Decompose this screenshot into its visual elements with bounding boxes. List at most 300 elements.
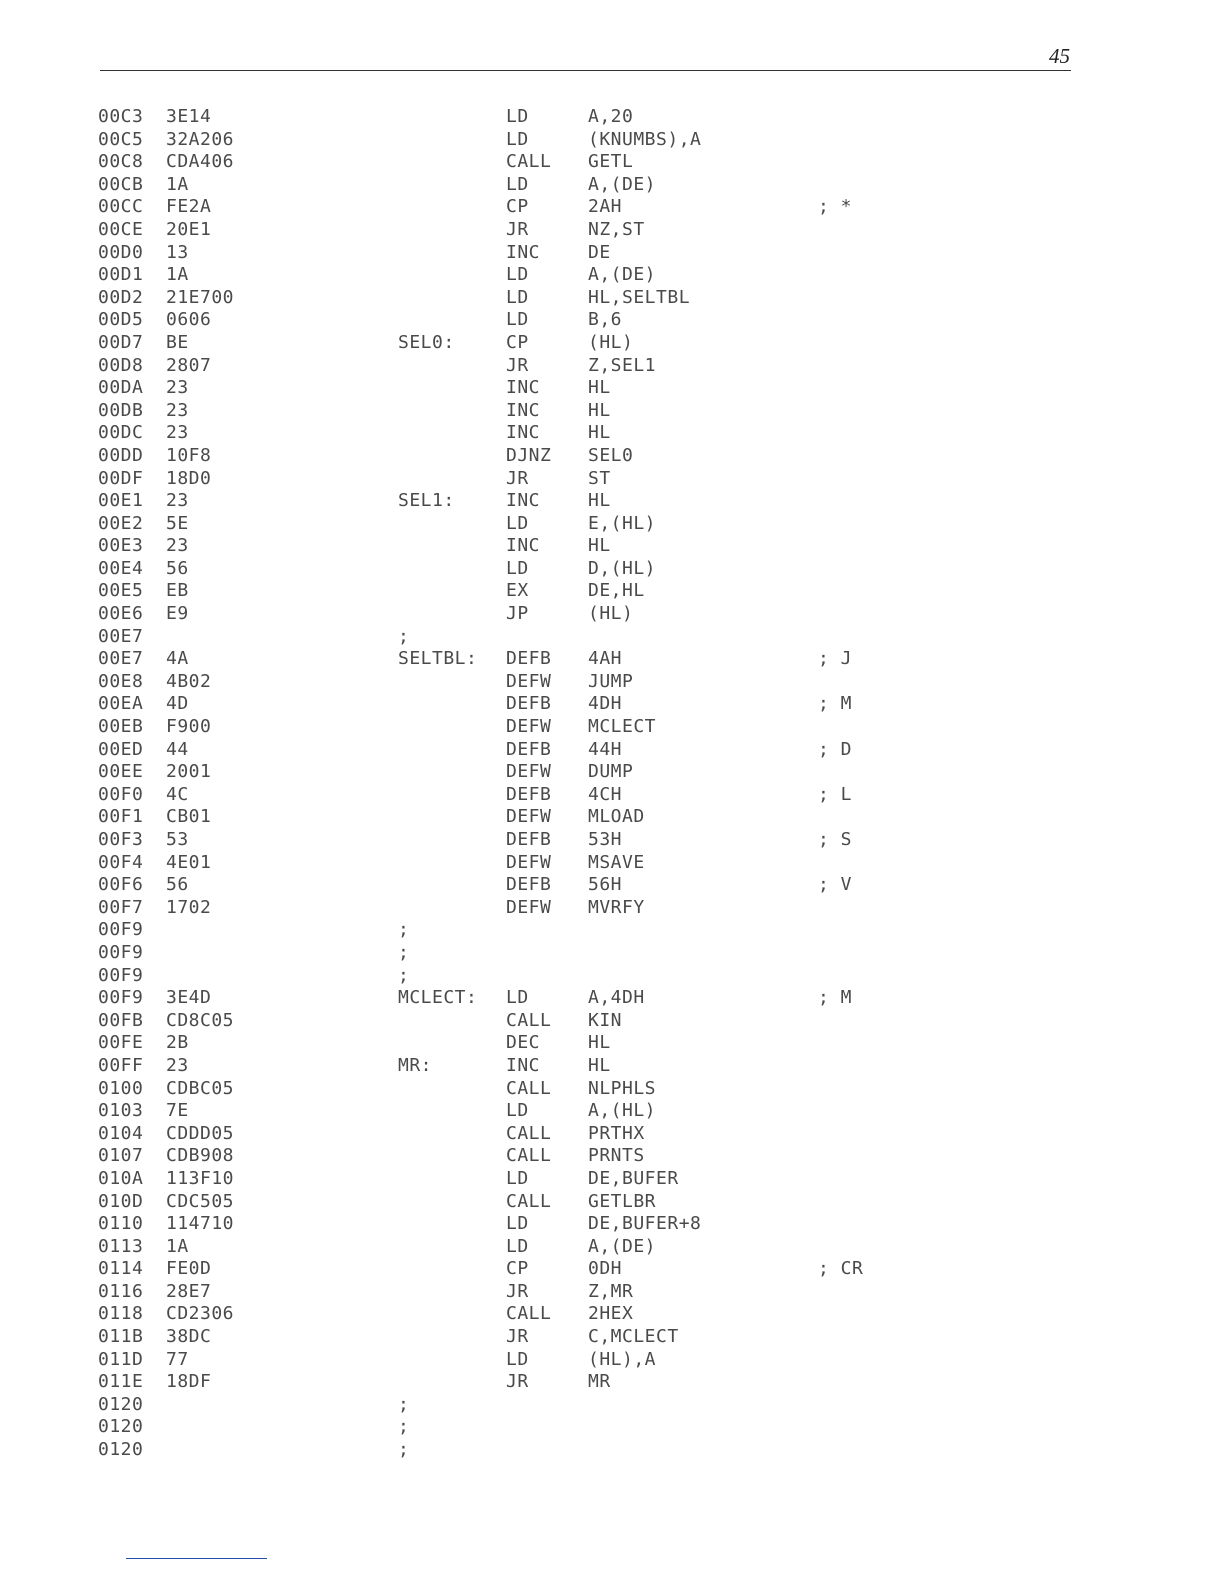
- line-operand: HL: [588, 535, 611, 557]
- line-address: 00F9: [98, 987, 144, 1009]
- line-comment: ; *: [818, 196, 853, 218]
- line-operand: DE,BUFER+8: [588, 1213, 702, 1235]
- line-machine-code: FE0D: [166, 1258, 212, 1280]
- line-opcode: LD: [506, 128, 529, 150]
- line-operand: A,(HL): [588, 1100, 657, 1122]
- line-operand: HL,SELTBL: [588, 286, 691, 308]
- line-machine-code: 113F10: [166, 1167, 235, 1189]
- line-machine-code: 1A: [166, 1235, 189, 1257]
- line-opcode: LD: [506, 286, 529, 308]
- line-opcode: DJNZ: [506, 444, 552, 466]
- line-address: 00F6: [98, 874, 144, 896]
- line-operand: HL: [588, 377, 611, 399]
- line-operand: MSAVE: [588, 851, 645, 873]
- line-machine-code: 23: [166, 490, 189, 512]
- line-address: 011D: [98, 1348, 144, 1370]
- line-address: 00E1: [98, 490, 144, 512]
- code-line: [98, 1394, 1058, 1417]
- line-operand: NZ,ST: [588, 218, 645, 240]
- line-address: 00CC: [98, 196, 144, 218]
- line-machine-code: 3E14: [166, 106, 212, 127]
- code-line: [98, 671, 1058, 694]
- code-line: [98, 422, 1058, 445]
- line-machine-code: 0606: [166, 309, 212, 331]
- line-machine-code: 7E: [166, 1100, 189, 1122]
- line-machine-code: 4D: [166, 693, 189, 715]
- line-operand: 0DH: [588, 1258, 623, 1280]
- line-operand: C,MCLECT: [588, 1326, 679, 1348]
- line-label: ;: [398, 1393, 410, 1415]
- line-operand: 2AH: [588, 196, 623, 218]
- line-machine-code: 4E01: [166, 851, 212, 873]
- code-line: [98, 490, 1058, 513]
- line-machine-code: 4B02: [166, 670, 212, 692]
- line-machine-code: 2B: [166, 1032, 189, 1054]
- code-line: [98, 1371, 1058, 1394]
- line-opcode: LD: [506, 1348, 529, 1370]
- code-line: [98, 919, 1058, 942]
- line-opcode: JP: [506, 603, 529, 625]
- line-machine-code: E9: [166, 603, 189, 625]
- line-address: 0114: [98, 1258, 144, 1280]
- line-operand: DE,HL: [588, 580, 645, 602]
- code-line: [98, 242, 1058, 265]
- code-line: [98, 965, 1058, 988]
- line-opcode: CALL: [506, 1122, 552, 1144]
- line-address: 00F7: [98, 896, 144, 918]
- line-address: 00D1: [98, 264, 144, 286]
- code-line: [98, 761, 1058, 784]
- line-address: 011B: [98, 1326, 144, 1348]
- line-opcode: JR: [506, 1371, 529, 1393]
- line-machine-code: 56: [166, 557, 189, 579]
- code-line: [98, 558, 1058, 581]
- line-address: 00E5: [98, 580, 144, 602]
- line-address: 010D: [98, 1190, 144, 1212]
- line-operand: 4DH: [588, 693, 623, 715]
- code-line: [98, 174, 1058, 197]
- line-address: 00F0: [98, 783, 144, 805]
- line-address: 00E8: [98, 670, 144, 692]
- page-number: 45: [1049, 44, 1070, 68]
- line-operand: MVRFY: [588, 896, 645, 918]
- line-machine-code: 114710: [166, 1213, 235, 1235]
- line-machine-code: 3E4D: [166, 987, 212, 1009]
- line-opcode: CP: [506, 1258, 529, 1280]
- code-line: [98, 626, 1058, 649]
- line-comment: ; M: [818, 693, 853, 715]
- code-line: [98, 332, 1058, 355]
- line-address: 00E7: [98, 625, 144, 647]
- line-machine-code: CD8C05: [166, 1009, 235, 1031]
- line-operand: HL: [588, 1032, 611, 1054]
- code-line: [98, 874, 1058, 897]
- code-line: [98, 1168, 1058, 1191]
- code-line: [98, 309, 1058, 332]
- code-line: [98, 897, 1058, 920]
- line-opcode: LD: [506, 309, 529, 331]
- line-machine-code: CDB908: [166, 1145, 235, 1167]
- line-label: ;: [398, 625, 410, 647]
- line-opcode: LD: [506, 1100, 529, 1122]
- line-address: 00E4: [98, 557, 144, 579]
- line-operand: DE: [588, 241, 611, 263]
- line-machine-code: 18DF: [166, 1371, 212, 1393]
- footer-rule: [126, 1558, 267, 1559]
- line-opcode: DEFW: [506, 806, 552, 828]
- line-address: 00F4: [98, 851, 144, 873]
- line-address: 0113: [98, 1235, 144, 1257]
- line-opcode: LD: [506, 173, 529, 195]
- code-line: [98, 151, 1058, 174]
- code-line: [98, 739, 1058, 762]
- line-address: 00D5: [98, 309, 144, 331]
- line-opcode: LD: [506, 512, 529, 534]
- line-opcode: DEFB: [506, 648, 552, 670]
- line-address: 00F9: [98, 941, 144, 963]
- line-opcode: DEFB: [506, 874, 552, 896]
- code-line: [98, 1439, 1058, 1462]
- line-machine-code: CDC505: [166, 1190, 235, 1212]
- line-opcode: DEFB: [506, 783, 552, 805]
- line-operand: ST: [588, 467, 611, 489]
- line-opcode: LD: [506, 987, 529, 1009]
- code-line: [98, 1145, 1058, 1168]
- code-line: [98, 106, 1058, 129]
- line-operand: PRTHX: [588, 1122, 645, 1144]
- line-machine-code: FE2A: [166, 196, 212, 218]
- line-opcode: LD: [506, 1235, 529, 1257]
- code-line: [98, 1010, 1058, 1033]
- code-line: [98, 784, 1058, 807]
- line-address: 0107: [98, 1145, 144, 1167]
- line-machine-code: 1A: [166, 264, 189, 286]
- line-operand: HL: [588, 490, 611, 512]
- code-line: [98, 1258, 1058, 1281]
- code-line: [98, 196, 1058, 219]
- line-opcode: DEFB: [506, 693, 552, 715]
- line-operand: GETLBR: [588, 1190, 657, 1212]
- line-opcode: CALL: [506, 1190, 552, 1212]
- line-opcode: INC: [506, 377, 541, 399]
- line-opcode: DEFW: [506, 896, 552, 918]
- code-line: [98, 1078, 1058, 1101]
- line-address: 0110: [98, 1213, 144, 1235]
- line-comment: ; M: [818, 987, 853, 1009]
- line-address: 0104: [98, 1122, 144, 1144]
- line-machine-code: 56: [166, 874, 189, 896]
- line-address: 00D2: [98, 286, 144, 308]
- line-operand: 53H: [588, 829, 623, 850]
- line-address: 0120: [98, 1416, 144, 1438]
- line-operand: 2HEX: [588, 1303, 634, 1325]
- code-line: [98, 445, 1058, 468]
- line-label: ;: [398, 1416, 410, 1438]
- line-operand: HL: [588, 422, 611, 444]
- code-line: [98, 1236, 1058, 1259]
- line-operand: 44H: [588, 738, 623, 760]
- line-address: 00EB: [98, 716, 144, 738]
- code-line: [98, 1032, 1058, 1055]
- line-address: 0118: [98, 1303, 144, 1325]
- line-machine-code: CDDD05: [166, 1122, 235, 1144]
- line-operand: MR: [588, 1371, 611, 1393]
- code-line: [98, 264, 1058, 287]
- line-opcode: JR: [506, 218, 529, 240]
- line-opcode: CALL: [506, 1009, 552, 1031]
- line-address: 00FF: [98, 1054, 144, 1076]
- line-address: 00FE: [98, 1032, 144, 1054]
- code-line: [98, 942, 1058, 965]
- line-opcode: INC: [506, 399, 541, 421]
- line-operand: MCLECT: [588, 716, 657, 738]
- line-comment: ; D: [818, 738, 853, 760]
- code-line: [98, 287, 1058, 310]
- line-opcode: LD: [506, 1213, 529, 1235]
- line-opcode: INC: [506, 1054, 541, 1076]
- line-address: 0103: [98, 1100, 144, 1122]
- line-operand: A,20: [588, 106, 634, 127]
- line-address: 00D7: [98, 331, 144, 353]
- line-machine-code: BE: [166, 331, 189, 353]
- line-machine-code: CB01: [166, 806, 212, 828]
- line-address: 00FB: [98, 1009, 144, 1031]
- header-rule: [100, 70, 1071, 71]
- code-line: [98, 535, 1058, 558]
- code-line: [98, 355, 1058, 378]
- line-operand: 4CH: [588, 783, 623, 805]
- line-opcode: CALL: [506, 1077, 552, 1099]
- line-opcode: LD: [506, 264, 529, 286]
- line-address: 00D8: [98, 354, 144, 376]
- line-address: 011E: [98, 1371, 144, 1393]
- line-machine-code: 2807: [166, 354, 212, 376]
- code-line: [98, 1303, 1058, 1326]
- line-operand: E,(HL): [588, 512, 657, 534]
- line-operand: KIN: [588, 1009, 623, 1031]
- line-operand: 4AH: [588, 648, 623, 670]
- code-line: [98, 1281, 1058, 1304]
- line-address: 00EE: [98, 761, 144, 783]
- line-machine-code: CDBC05: [166, 1077, 235, 1099]
- line-operand: (KNUMBS),A: [588, 128, 702, 150]
- line-machine-code: 23: [166, 422, 189, 444]
- line-operand: D,(HL): [588, 557, 657, 579]
- code-line: [98, 1123, 1058, 1146]
- code-line: [98, 603, 1058, 626]
- line-opcode: DEFW: [506, 761, 552, 783]
- line-operand: B,6: [588, 309, 623, 331]
- line-opcode: LD: [506, 557, 529, 579]
- line-address: 00F1: [98, 806, 144, 828]
- code-line: [98, 1055, 1058, 1078]
- line-address: 00E2: [98, 512, 144, 534]
- line-address: 010A: [98, 1167, 144, 1189]
- code-line: [98, 1416, 1058, 1439]
- line-operand: JUMP: [588, 670, 634, 692]
- line-machine-code: 2001: [166, 761, 212, 783]
- line-opcode: DEFW: [506, 716, 552, 738]
- code-line: [98, 1191, 1058, 1214]
- code-line: [98, 1100, 1058, 1123]
- code-line: [98, 129, 1058, 152]
- line-machine-code: 44: [166, 738, 189, 760]
- line-label: SEL1:: [398, 490, 455, 512]
- line-operand: HL: [588, 1054, 611, 1076]
- line-address: 00DD: [98, 444, 144, 466]
- line-machine-code: 32A206: [166, 128, 235, 150]
- line-comment: ; L: [818, 783, 853, 805]
- line-address: 00DA: [98, 377, 144, 399]
- line-label: ;: [398, 919, 410, 941]
- line-machine-code: 77: [166, 1348, 189, 1370]
- line-opcode: DEFB: [506, 829, 552, 850]
- line-address: 00ED: [98, 738, 144, 760]
- line-label: SEL0:: [398, 331, 455, 353]
- line-address: 0100: [98, 1077, 144, 1099]
- line-machine-code: 1A: [166, 173, 189, 195]
- line-operand: PRNTS: [588, 1145, 645, 1167]
- line-opcode: INC: [506, 241, 541, 263]
- line-machine-code: 21E700: [166, 286, 235, 308]
- line-address: 0120: [98, 1393, 144, 1415]
- line-machine-code: F900: [166, 716, 212, 738]
- line-label: ;: [398, 941, 410, 963]
- line-machine-code: 4A: [166, 648, 189, 670]
- code-line: [98, 468, 1058, 491]
- code-line: [98, 580, 1058, 603]
- line-machine-code: 53: [166, 829, 189, 850]
- line-address: 00CB: [98, 173, 144, 195]
- code-line: [98, 513, 1058, 536]
- line-address: 00E3: [98, 535, 144, 557]
- code-line: [98, 693, 1058, 716]
- line-machine-code: 23: [166, 399, 189, 421]
- line-address: 00F3: [98, 829, 144, 850]
- line-machine-code: 23: [166, 377, 189, 399]
- line-machine-code: EB: [166, 580, 189, 602]
- code-line: [98, 648, 1058, 671]
- line-label: SELTBL:: [398, 648, 478, 670]
- line-operand: A,(DE): [588, 173, 657, 195]
- line-machine-code: 38DC: [166, 1326, 212, 1348]
- line-address: 0116: [98, 1280, 144, 1302]
- line-machine-code: 10F8: [166, 444, 212, 466]
- line-address: 00F9: [98, 919, 144, 941]
- line-machine-code: 1702: [166, 896, 212, 918]
- line-address: 00CE: [98, 218, 144, 240]
- line-comment: ; S: [818, 829, 853, 850]
- line-machine-code: 18D0: [166, 467, 212, 489]
- line-operand: DUMP: [588, 761, 634, 783]
- line-opcode: CP: [506, 196, 529, 218]
- line-comment: ; CR: [818, 1258, 864, 1280]
- line-opcode: INC: [506, 490, 541, 512]
- code-line: [98, 1213, 1058, 1236]
- line-operand: MLOAD: [588, 806, 645, 828]
- line-label: ;: [398, 964, 410, 986]
- line-opcode: JR: [506, 1326, 529, 1348]
- line-machine-code: 13: [166, 241, 189, 263]
- line-address: 00C5: [98, 128, 144, 150]
- line-address: 00D0: [98, 241, 144, 263]
- line-opcode: CALL: [506, 1303, 552, 1325]
- line-operand: (HL): [588, 603, 634, 625]
- line-address: 00DB: [98, 399, 144, 421]
- code-line: [98, 400, 1058, 423]
- line-comment: ; J: [818, 648, 853, 670]
- line-address: 00C3: [98, 106, 144, 127]
- line-operand: HL: [588, 399, 611, 421]
- line-machine-code: 20E1: [166, 218, 212, 240]
- line-operand: (HL),A: [588, 1348, 657, 1370]
- code-line: [98, 829, 1058, 852]
- line-opcode: INC: [506, 535, 541, 557]
- line-operand: Z,SEL1: [588, 354, 657, 376]
- line-address: 00DF: [98, 467, 144, 489]
- line-operand: A,(DE): [588, 1235, 657, 1257]
- line-operand: GETL: [588, 151, 634, 173]
- line-opcode: JR: [506, 467, 529, 489]
- line-machine-code: 5E: [166, 512, 189, 534]
- line-opcode: CALL: [506, 1145, 552, 1167]
- code-line: [98, 987, 1058, 1010]
- line-address: 00EA: [98, 693, 144, 715]
- line-address: 00DC: [98, 422, 144, 444]
- line-opcode: LD: [506, 1167, 529, 1189]
- assembly-listing: [98, 106, 1058, 1462]
- line-machine-code: 4C: [166, 783, 189, 805]
- line-operand: NLPHLS: [588, 1077, 657, 1099]
- code-line: [98, 1349, 1058, 1372]
- line-opcode: DEFW: [506, 670, 552, 692]
- line-machine-code: 23: [166, 535, 189, 557]
- line-opcode: DEC: [506, 1032, 541, 1054]
- line-opcode: DEFW: [506, 851, 552, 873]
- line-comment: ; V: [818, 874, 853, 896]
- line-address: 0120: [98, 1439, 144, 1461]
- line-opcode: INC: [506, 422, 541, 444]
- line-address: 00F9: [98, 964, 144, 986]
- code-line: [98, 716, 1058, 739]
- line-operand: Z,MR: [588, 1280, 634, 1302]
- line-label: MCLECT:: [398, 987, 478, 1009]
- code-line: [98, 219, 1058, 242]
- line-address: 00E6: [98, 603, 144, 625]
- line-opcode: JR: [506, 354, 529, 376]
- line-machine-code: 28E7: [166, 1280, 212, 1302]
- line-opcode: DEFB: [506, 738, 552, 760]
- line-opcode: JR: [506, 1280, 529, 1302]
- code-line: [98, 1326, 1058, 1349]
- line-operand: (HL): [588, 331, 634, 353]
- line-machine-code: 23: [166, 1054, 189, 1076]
- line-address: 00C8: [98, 151, 144, 173]
- code-line: [98, 806, 1058, 829]
- line-operand: A,(DE): [588, 264, 657, 286]
- line-label: ;: [398, 1439, 410, 1461]
- code-line: [98, 852, 1058, 875]
- line-opcode: EX: [506, 580, 529, 602]
- line-operand: 56H: [588, 874, 623, 896]
- line-opcode: LD: [506, 106, 529, 127]
- line-opcode: CP: [506, 331, 529, 353]
- line-machine-code: CDA406: [166, 151, 235, 173]
- line-label: MR:: [398, 1054, 433, 1076]
- line-operand: DE,BUFER: [588, 1167, 679, 1189]
- line-operand: A,4DH: [588, 987, 645, 1009]
- line-opcode: CALL: [506, 151, 552, 173]
